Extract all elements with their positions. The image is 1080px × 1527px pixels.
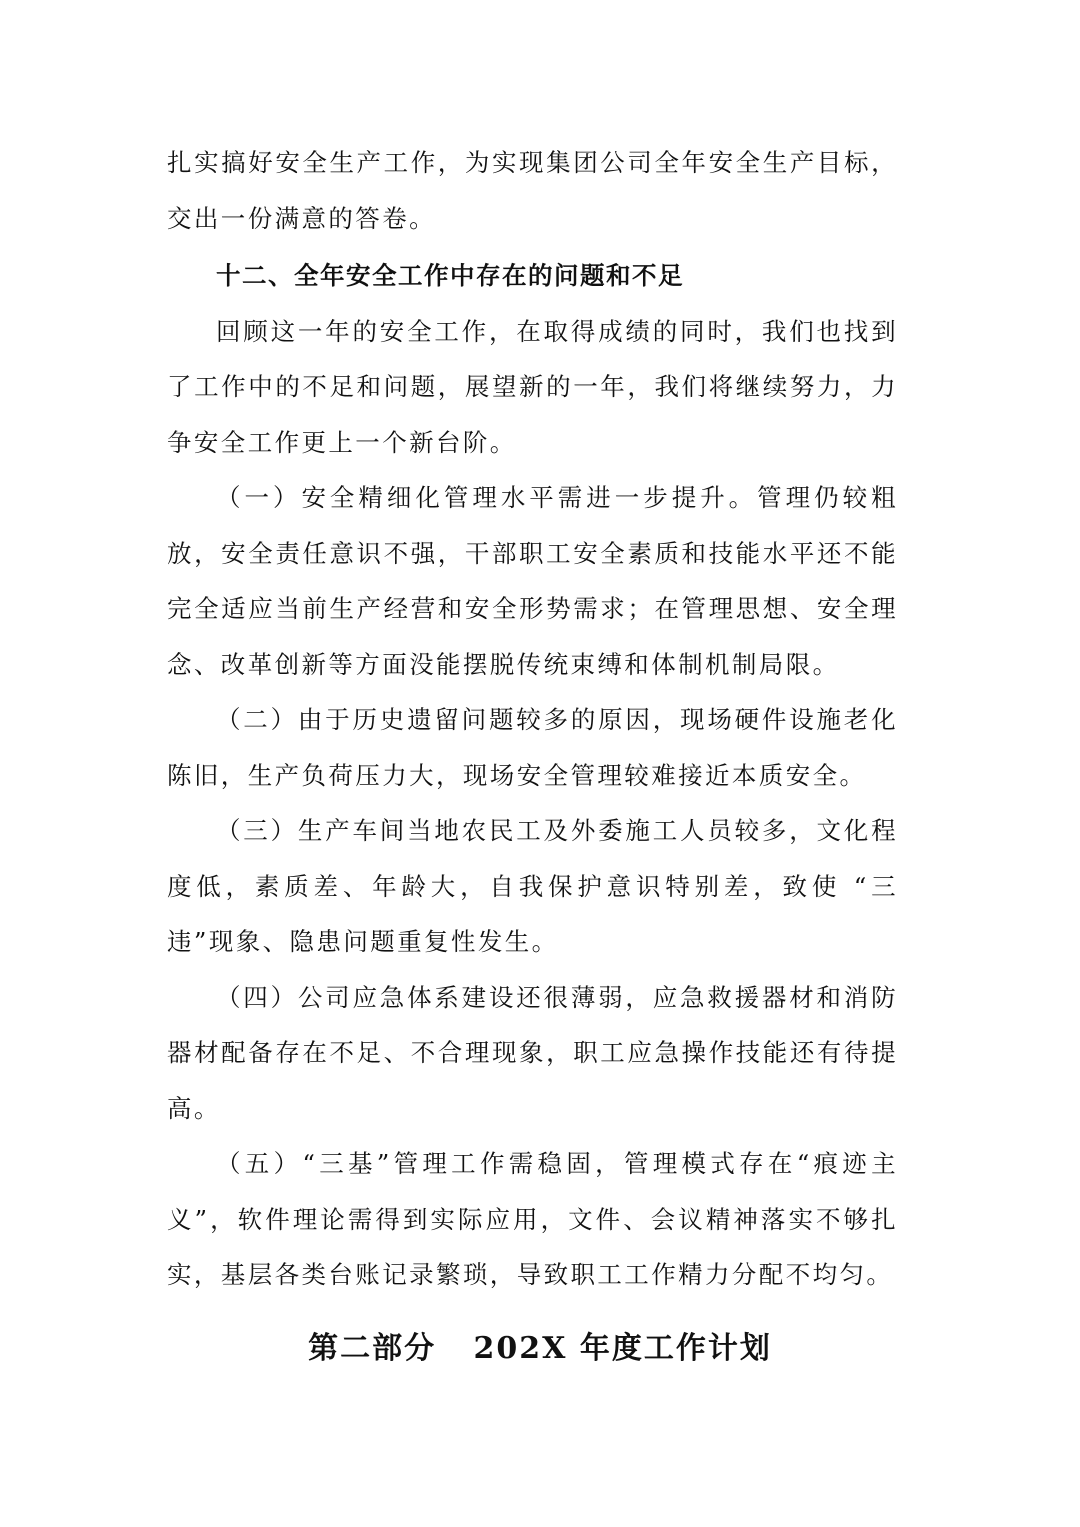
paragraph-item-2: （二）由于历史遗留问题较多的原因，现场硬件设施老化陈旧，生产负荷压力大，现场安全管理较难接近本质安全。 bbox=[167, 705, 898, 790]
paragraph-item-3: （三）生产车间当地农民工及外委施工人员较多，文化程度低，素质差、年龄大，自我保护意识特别差，致使 “三违”现象、隐患问题重复性发生。 bbox=[167, 816, 898, 956]
part-two-title: 第二部分 202X 年度工作计划 bbox=[308, 1331, 772, 1366]
paragraph-continuation: 扎实搞好安全生产工作，为实现集团公司全年安全生产目标，交出一份满意的答卷。 bbox=[167, 148, 898, 233]
document-body bbox=[167, 135, 898, 1303]
section-heading-twelve: 十二、全年安全工作中存在的问题和不足 bbox=[216, 261, 684, 290]
paragraph-review: 回顾这一年的安全工作，在取得成绩的同时，我们也找到了工作中的不足和问题，展望新的一年，我们将继续努力，力争安全工作更上一个新台阶。 bbox=[167, 316, 898, 457]
paragraph-item-1: （一）安全精细化管理水平需进一步提升。管理仍较粗放，安全责任意识不强，干部职工安全素质和技能水平还不能完全适应当前生产经营和安全形势需求；在管理思想、安全理念、改革创新等方面没能摆脱传统束缚和体制机制局限。 bbox=[167, 483, 898, 679]
paragraph-item-4: （四）公司应急体系建设还很薄弱，应急救援器材和消防器材配备存在不足、不合理现象，职工应急操作技能还有待提高。 bbox=[167, 982, 898, 1123]
paragraph-item-5: （五）“三基”管理工作需稳固，管理模式存在“痕迹主义”，软件理论需得到实际应用，文件、会议精神落实不够扎实，基层各类台账记录繁琐，导致职工工作精力分配不均匀。 bbox=[167, 1149, 898, 1289]
